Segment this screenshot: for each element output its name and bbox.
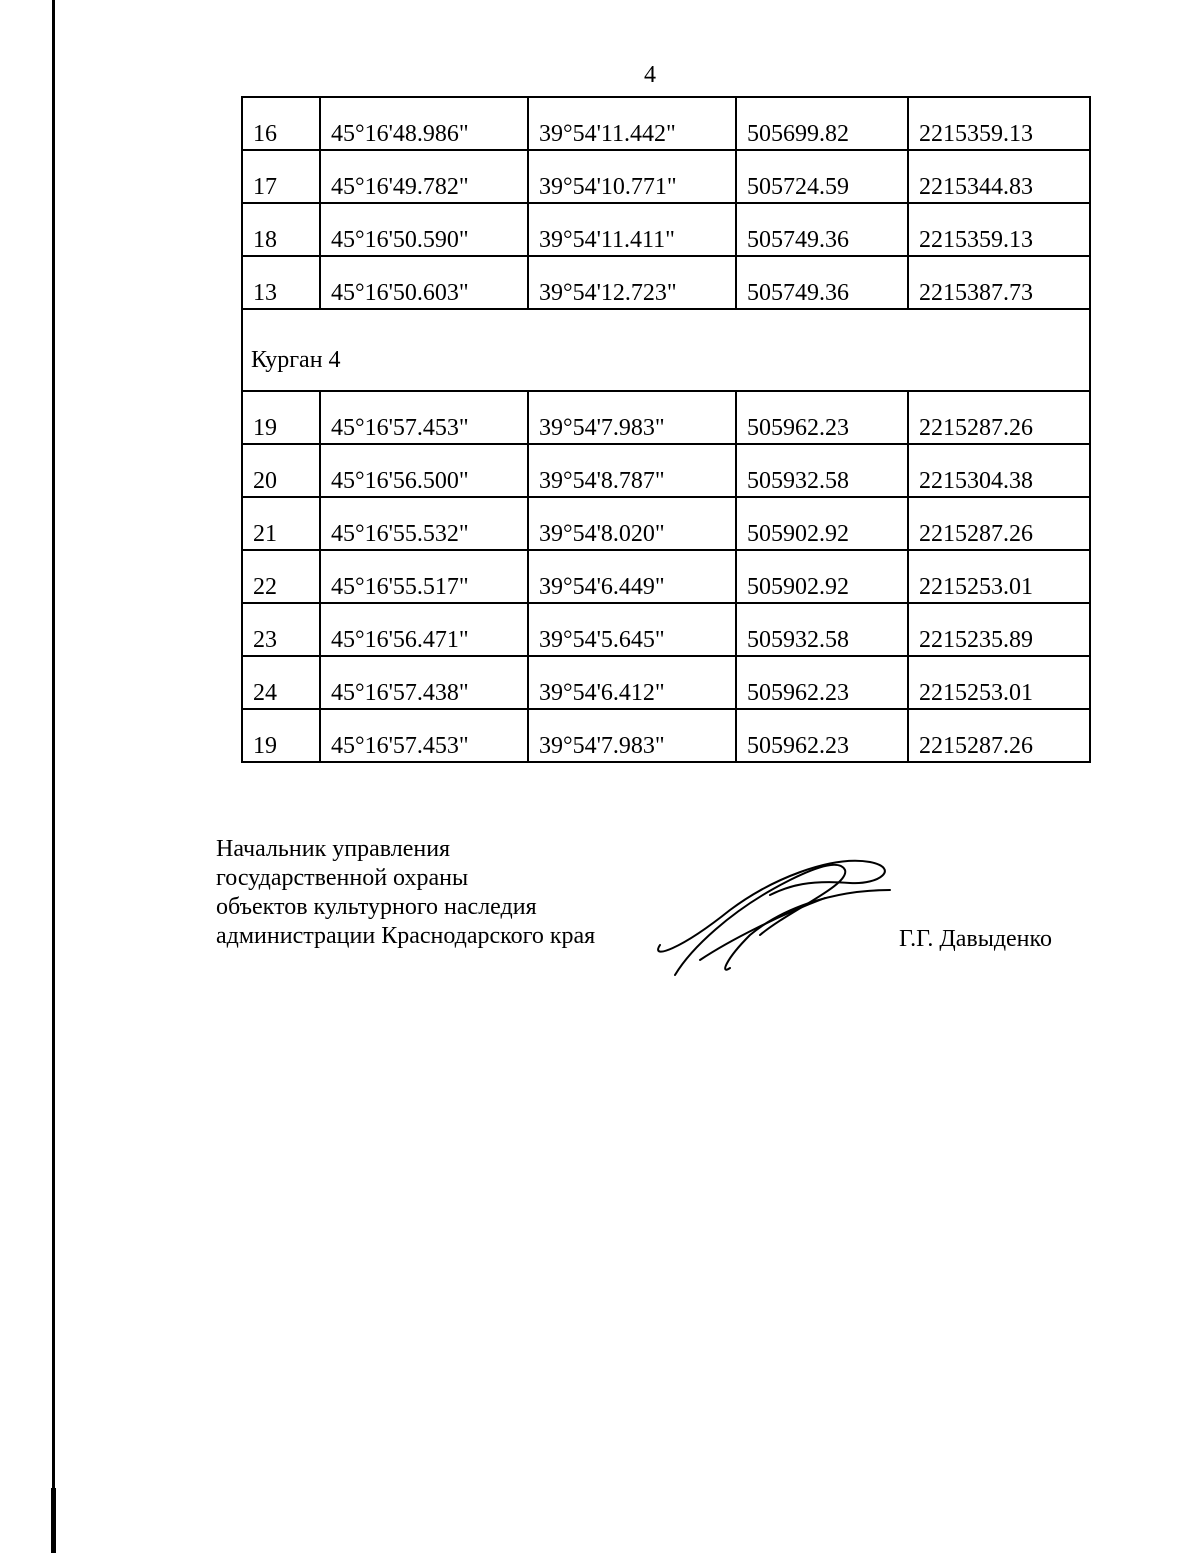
y-coordinate-cell: 2215359.13: [908, 203, 1090, 256]
latitude-cell: 45°16'55.517": [320, 550, 528, 603]
latitude-cell: 45°16'57.438": [320, 656, 528, 709]
y-coordinate-cell: 2215287.26: [908, 497, 1090, 550]
x-coordinate-cell: 505724.59: [736, 150, 908, 203]
latitude-cell: 45°16'55.532": [320, 497, 528, 550]
signer-title-line: Начальник управления: [216, 836, 451, 862]
table-row: [242, 497, 1090, 550]
x-coordinate-cell: 505699.82: [736, 97, 908, 150]
table-row: [242, 391, 1090, 444]
table-row: [242, 603, 1090, 656]
longitude-cell: 39°54'11.442": [528, 97, 736, 150]
latitude-cell: 45°16'57.453": [320, 709, 528, 762]
table-row: [242, 550, 1090, 603]
table-row: [242, 256, 1090, 309]
longitude-cell: 39°54'6.412": [528, 656, 736, 709]
x-coordinate-cell: 505932.58: [736, 603, 908, 656]
x-coordinate-cell: 505902.92: [736, 550, 908, 603]
longitude-cell: 39°54'5.645": [528, 603, 736, 656]
y-coordinate-cell: 2215253.01: [908, 656, 1090, 709]
longitude-cell: 39°54'6.449": [528, 550, 736, 603]
table-row: [242, 150, 1090, 203]
point-number-cell: 20: [242, 444, 320, 497]
y-coordinate-cell: 2215287.26: [908, 709, 1090, 762]
y-coordinate-cell: 2215253.01: [908, 550, 1090, 603]
longitude-cell: 39°54'11.411": [528, 203, 736, 256]
group-header-row: [242, 309, 1090, 391]
table-row: [242, 709, 1090, 762]
longitude-cell: 39°54'10.771": [528, 150, 736, 203]
table-row: [242, 203, 1090, 256]
group-label: Курган 4: [242, 309, 1090, 391]
signer-title-line: объектов культурного наследия: [216, 894, 537, 920]
point-number-cell: 17: [242, 150, 320, 203]
longitude-cell: 39°54'7.983": [528, 391, 736, 444]
x-coordinate-cell: 505962.23: [736, 391, 908, 444]
y-coordinate-cell: 2215387.73: [908, 256, 1090, 309]
y-coordinate-cell: 2215359.13: [908, 97, 1090, 150]
table-row: [242, 444, 1090, 497]
x-coordinate-cell: 505932.58: [736, 444, 908, 497]
point-number-cell: 24: [242, 656, 320, 709]
x-coordinate-cell: 505962.23: [736, 656, 908, 709]
point-number-cell: 19: [242, 391, 320, 444]
coordinates-table: [241, 96, 1091, 763]
point-number-cell: 18: [242, 203, 320, 256]
page-left-border: [52, 0, 55, 1553]
handwritten-signature: [640, 850, 900, 985]
y-coordinate-cell: 2215287.26: [908, 391, 1090, 444]
page-left-border-bottom: [51, 1488, 56, 1553]
latitude-cell: 45°16'57.453": [320, 391, 528, 444]
latitude-cell: 45°16'50.590": [320, 203, 528, 256]
point-number-cell: 22: [242, 550, 320, 603]
signer-title-line: государственной охраны: [216, 865, 469, 891]
latitude-cell: 45°16'56.471": [320, 603, 528, 656]
point-number-cell: 21: [242, 497, 320, 550]
x-coordinate-cell: 505749.36: [736, 203, 908, 256]
point-number-cell: 23: [242, 603, 320, 656]
y-coordinate-cell: 2215304.38: [908, 444, 1090, 497]
latitude-cell: 45°16'49.782": [320, 150, 528, 203]
latitude-cell: 45°16'50.603": [320, 256, 528, 309]
longitude-cell: 39°54'7.983": [528, 709, 736, 762]
coordinates-table-body: [242, 97, 1090, 762]
latitude-cell: 45°16'56.500": [320, 444, 528, 497]
longitude-cell: 39°54'8.020": [528, 497, 736, 550]
point-number-cell: 19: [242, 709, 320, 762]
point-number-cell: 13: [242, 256, 320, 309]
x-coordinate-cell: 505749.36: [736, 256, 908, 309]
x-coordinate-cell: 505902.92: [736, 497, 908, 550]
x-coordinate-cell: 505962.23: [736, 709, 908, 762]
longitude-cell: 39°54'8.787": [528, 444, 736, 497]
latitude-cell: 45°16'48.986": [320, 97, 528, 150]
signer-name: Г.Г. Давыденко: [899, 926, 1052, 952]
signer-title-line: администрации Краснодарского края: [216, 923, 596, 949]
page-number: 4: [644, 62, 656, 88]
y-coordinate-cell: 2215344.83: [908, 150, 1090, 203]
point-number-cell: 16: [242, 97, 320, 150]
table-row: [242, 656, 1090, 709]
y-coordinate-cell: 2215235.89: [908, 603, 1090, 656]
longitude-cell: 39°54'12.723": [528, 256, 736, 309]
signer-title: [216, 835, 595, 951]
table-row: [242, 97, 1090, 150]
